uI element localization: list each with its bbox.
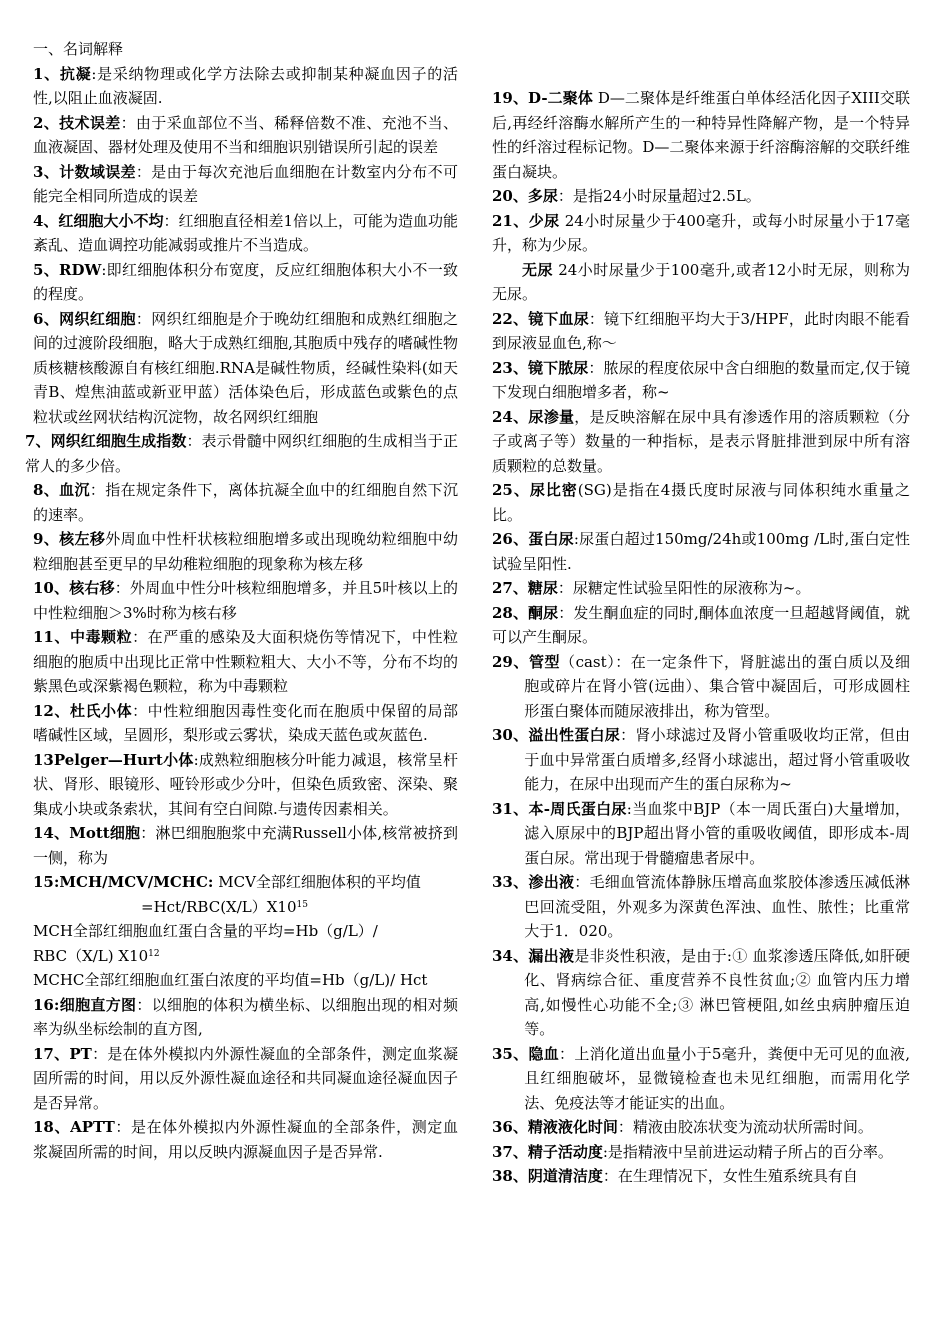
- term-label: 3、计数域误差: [33, 162, 136, 181]
- term-label: 34、漏出液: [492, 946, 575, 965]
- term-label: 23、镜下脓尿: [492, 358, 589, 377]
- term-item: [492, 1164, 910, 1189]
- term-item: [33, 258, 458, 307]
- term-label: 7、网织红细胞生成指数: [25, 432, 187, 450]
- term-label: 29、管型: [492, 652, 561, 671]
- term-definition: ：以细胞的体积为横坐标、以细胞出现的相对频率为纵坐标绘制的直方图,: [33, 995, 458, 1038]
- mch-formula: [33, 944, 458, 969]
- term-label: 28、酮尿: [492, 603, 559, 622]
- mcv-formula: [33, 895, 458, 920]
- term-label: 9、核左移: [33, 530, 106, 548]
- term-definition: :是采纳物理或化学方法除去或抑制某种凝血因子的活性,以阻止血液凝固.: [33, 64, 458, 107]
- term-item: [492, 405, 910, 479]
- left-column: [25, 37, 459, 1164]
- term-definition: 是非炎性积液，是由于:① 血浆渗透压降低,如肝硬化、肾病综合征、重度营养不良性贫血;② 血管内压力增高,如慢性心功能不全;③ 淋巴管梗阻,如丝虫病肿瘤压迫等。: [524, 946, 911, 1038]
- term-definition: :即红细胞体积分布宽度，反应红细胞体积大小不一致的程度。: [33, 260, 458, 303]
- term-label: 19、D-二聚体: [492, 89, 593, 107]
- mcv-formula-exponent: 15: [296, 899, 308, 910]
- term-definition: :是指精液中呈前进运动精子所占的百分率。: [602, 1142, 893, 1161]
- term-label: 无尿: [522, 260, 553, 279]
- term-definition: ：由于采血部位不当、稀释倍数不准、充池不当、血液凝固、器材处理及使用不当和细胞识别错误所引起的误差: [33, 113, 458, 156]
- term-definition: 外周血中性杆状核粒细胞增多或出现晚幼粒细胞中幼粒细胞甚至更早的早幼稚粒细胞的现象称为核左移: [33, 530, 459, 573]
- term-definition: ：红细胞直径相差1倍以上，可能为造血功能紊乱、造血调控功能减弱或推片不当造成。: [33, 211, 458, 254]
- term-item: [492, 1140, 910, 1165]
- term-label: 37、精子活动度: [492, 1142, 603, 1161]
- mcv-definition: MCV全部红细胞体积的平均值: [213, 873, 421, 891]
- term-label: 5、RDW: [33, 260, 102, 279]
- term-item: [33, 993, 458, 1042]
- term-label: 21、少尿: [492, 211, 560, 230]
- term-item: [33, 307, 458, 430]
- term-label: 38、阴道清洁度: [492, 1167, 603, 1185]
- term-item: [33, 699, 458, 748]
- term-item: [492, 356, 910, 405]
- term-item: [33, 748, 458, 822]
- term-item: [492, 258, 910, 307]
- term-definition: :尿蛋白超过150mg/24h或100mg /L时,蛋白定性试验呈阳性.: [492, 530, 910, 573]
- term-item: [492, 1042, 910, 1116]
- term-item: [492, 576, 910, 601]
- term-label: 27、糖尿: [492, 579, 558, 597]
- term-label: 2、技术误差: [33, 113, 121, 132]
- term-definition: ：发生酮血症的同时,酮体血浓度一旦超越肾阈值，就可以产生酮尿。: [492, 603, 911, 646]
- term-label: 31、本-周氏蛋白尿: [492, 799, 627, 818]
- term-item: [492, 184, 910, 209]
- term-label: 14、Mott细胞: [33, 824, 141, 842]
- term-definition: ：指在规定条件下，离体抗凝全血中的红细胞自然下沉的速率。: [33, 481, 458, 524]
- mch-text-b: RBC（X/L) X10: [33, 946, 149, 965]
- term-definition: ：是在体外模拟内外源性凝血的全部条件，测定血浆凝固所需的时间，用以反外源性凝血途径和共同凝血途径凝血因子是否异常。: [33, 1044, 458, 1112]
- term-item: [33, 478, 458, 527]
- term-item: [492, 86, 910, 184]
- term-label: 18、APTT: [33, 1118, 115, 1136]
- term-item: [33, 1042, 458, 1116]
- term-label: 36、精液液化时间: [492, 1118, 618, 1136]
- term-definition: ：是在体外模拟内外源性凝血的全部条件，测定血浆凝固所需的时间，用以反映内源凝血因子是否异常.: [33, 1118, 458, 1161]
- term-label: 17、PT: [33, 1044, 92, 1063]
- term-definition: ：尿糖定性试验呈阳性的尿液称为~。: [557, 579, 811, 597]
- term-definition: ：表示骨髓中网织红细胞的生成相当于正常人的多少倍。: [25, 432, 458, 475]
- term-item: [492, 527, 910, 576]
- mch-formula-exponent: 12: [148, 948, 160, 959]
- term-label: 15:MCH/MCV/MCHC:: [33, 873, 214, 891]
- term-label: 12、杜氏小体: [33, 701, 133, 720]
- term-label: 33、渗出液: [492, 873, 575, 891]
- term-definition: :当血浆中BJP（本一周氏蛋白)大量增加，滤入原尿中的BJP超出肾小管的重吸收阈值，即形成本-周蛋白尿。常出现于骨髓瘤患者尿中。: [524, 799, 910, 867]
- term-item: [492, 209, 910, 258]
- section-title: 一、名词解释: [33, 40, 124, 58]
- term-label: 13Pelger—Hurt小体: [33, 750, 194, 769]
- right-column: [492, 86, 910, 1189]
- mchc-text: MCHC全部红细胞血红蛋白浓度的平均值=Hb（g/L)/ Hct: [33, 971, 428, 989]
- term-definition: ：脓尿的程度依尿中含白细胞的数量而定,仅于镜下发现白细胞增多者，称~: [492, 358, 910, 401]
- term-definition: :成熟粒细胞核分叶能力减退，核常呈杆状、肾形、眼镜形、哑铃形或少分叶，但染色质致密、深染、聚集成小块或条索状，其间有空白间隙.与遗传因素相关。: [33, 750, 458, 818]
- term-item: [25, 429, 458, 478]
- term-item: [492, 650, 910, 724]
- term-definition: 24小时尿量少于100毫升,或者12小时无尿，则称为无尿。: [492, 260, 910, 303]
- term-label: 6、网织红细胞: [33, 309, 136, 328]
- term-label: 22、镜下血尿: [492, 309, 589, 328]
- mchc-definition: [33, 968, 458, 993]
- term-item: [33, 821, 458, 870]
- term-definition: ：镜下红细胞平均大于3/HPF，此时肉眼不能看到尿液显血色,称～: [492, 309, 910, 352]
- mch-text-a: MCH全部红细胞血红蛋白含量的平均=Hb（g/L）/: [33, 922, 378, 940]
- term-label: 8、血沉: [33, 481, 90, 499]
- term-definition: 24小时尿量少于400毫升，或每小时尿量小于17毫升，称为少尿。: [492, 211, 910, 254]
- term-item: [33, 1115, 458, 1164]
- term-label: 24、尿渗量: [492, 407, 575, 426]
- term-definition: ：是指24小时尿量超过2.5L。: [557, 187, 761, 205]
- term-definition: ，是反映溶解在尿中具有渗透作用的溶质颗粒（分子或离子等）数量的一种指标，是表示肾脏排泄到尿中所有溶质颗粒的总数量。: [492, 407, 910, 475]
- term-item: [492, 870, 910, 944]
- term-definition: ：是由于每次充池后血细胞在计数室内分布不可能完全相同所造成的误差: [33, 162, 458, 205]
- term-definition: ：毛细血管流体静脉压增高血浆胶体渗透压减低淋巴回流受阻，外观多为深黄色浑浊、血性、脓性；比重常大于1．020。: [524, 873, 910, 940]
- term-item: [492, 478, 910, 527]
- term-item: [33, 527, 458, 576]
- term-item: [33, 111, 458, 160]
- term-item: [492, 601, 910, 650]
- mch-definition: [33, 919, 458, 944]
- term-label: 20、多尿: [492, 187, 558, 205]
- term-definition: （cast）：在一定条件下，肾脏滤出的蛋白质以及细胞或碎片在肾小管(远曲）、集合管中凝固后，可形成圆柱形蛋白聚体而随尿液排出，称为管型。: [524, 652, 910, 720]
- term-definition: ：在严重的感染及大面积烧伤等情况下，中性粒细胞的胞质中出现比正常中性颗粒粗大、大小不等，分布不均的紫黑色或深紫褐色颗粒，称为中毒颗粒: [33, 628, 458, 695]
- term-item: [33, 160, 458, 209]
- mcv-formula-text: =Hct/RBC(X/L）X10: [141, 897, 297, 916]
- term-item: [492, 723, 910, 797]
- term-definition: ：在生理情况下，女性生殖系统具有自: [602, 1167, 858, 1185]
- term-item: [492, 944, 910, 1042]
- term-label: 25、尿比密: [492, 481, 578, 499]
- term-label: 26、蛋白尿: [492, 530, 574, 548]
- term-label: 10、核右移: [33, 579, 115, 597]
- term-item: [492, 307, 910, 356]
- term-item: [33, 62, 458, 111]
- term-item: [492, 797, 910, 871]
- term-definition: (SG)是指在4摄氏度时尿液与同体积纯水重量之比。: [492, 481, 910, 524]
- term-definition: ：淋巴细胞胞浆中充满Russell小体,核常被挤到一侧，称为: [33, 824, 459, 867]
- term-definition: ：上消化道出血量小于5毫升，粪便中无可见的血液,且红细胞破坏，显微镜检查也未见红细胞，而需用化学法、免疫法等才能证实的出血。: [524, 1044, 910, 1112]
- term-label: 30、溢出性蛋白尿: [492, 726, 621, 744]
- term-definition: ：中性粒细胞因毒性变化而在胞质中保留的局部嗜碱性区域，呈圆形，梨形或云雾状，染成天蓝色或灰蓝色.: [33, 701, 458, 744]
- term-item: [33, 625, 458, 699]
- term-label: 1、抗凝: [33, 64, 92, 83]
- term-item: [33, 576, 458, 625]
- term-label: 11、中毒颗粒: [33, 628, 133, 646]
- term-definition: ：肾小球滤过及肾小管重吸收均正常，但由于血中异常蛋白质增多,经肾小球滤出，超过肾小管重吸收能力，在尿中出现而产生的蛋白尿称为~: [524, 726, 910, 793]
- term-label: 4、红细胞大小不均: [33, 211, 164, 230]
- term-definition: ：网织红细胞是介于晚幼红细胞和成熟红细胞之间的过渡阶段细胞，略大于成熟红细胞,其胞质中残存的嗜碱性物质核糖核酸源自有核红细胞.RNA是碱性物质，经碱性染料(如天青B、煌焦油蓝或新亚甲蓝）活体染色后，形成蓝色或紫色的点粒状或丝网状结构沉淀物，故名网织红细胞: [33, 309, 458, 426]
- term-item: [33, 209, 458, 258]
- term-label: 35、隐血: [492, 1044, 560, 1063]
- term-definition: ：外周血中性分叶核粒细胞增多，并且5叶核以上的中性粒细胞＞3%时称为核右移: [33, 579, 459, 622]
- term-definition: ：精液由胶冻状变为流动状所需时间。: [617, 1118, 873, 1136]
- term-label: 16:细胞直方图: [33, 995, 137, 1014]
- term-definition: D—二聚体是纤维蛋白单体经活化因子XIII交联后,再经纤溶酶水解所产生的一种特异性降解产物，是一个特异性的纤溶过程标记物。D—二聚体来源于纤溶酶溶解的交联纤维蛋白凝块。: [492, 89, 910, 181]
- term-item: [33, 870, 458, 895]
- term-item: [492, 1115, 910, 1140]
